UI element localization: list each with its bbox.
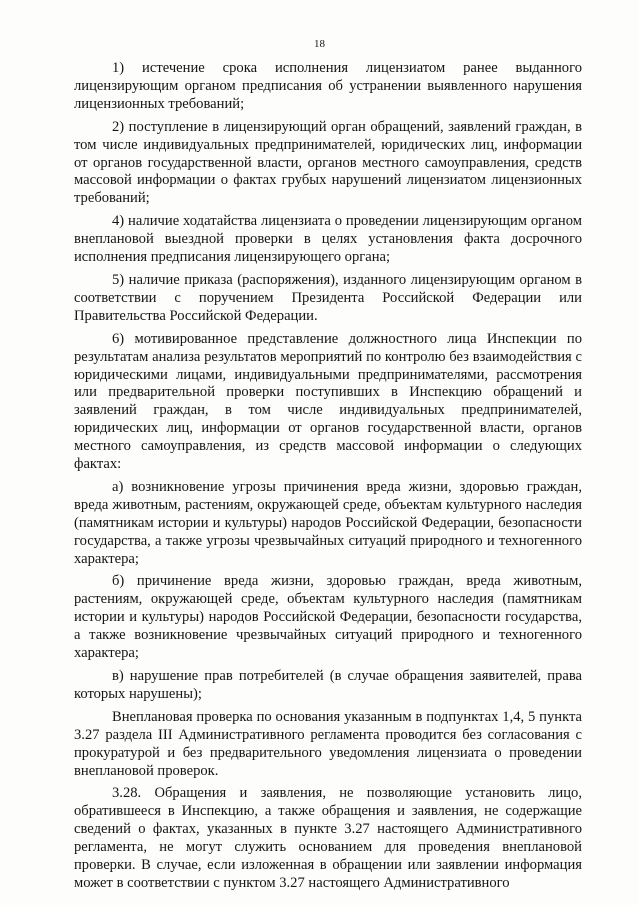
paragraph-subitem-a: а) возникновение угрозы причинения вреда жизни, здоровью граждан, вреда животным, растениям, окружающей среде, объектам культурного наследия (памятникам истории и культуры) народов Российской Федерации, безопасности государства, а также угрозы чрезвычайных ситуаций природного и техногенного характера; xyxy=(74,478,582,567)
paragraph-item-5: 5) наличие приказа (распоряжения), изданного лицензирующим органом в соответствии с поручением Президента Российской Федерации или Правительства Российской Федерации. xyxy=(74,271,582,324)
paragraph-subitem-v: в) нарушение прав потребителей (в случае обращения заявителей, права которых нарушены); xyxy=(74,668,582,702)
page-number: 18 xyxy=(314,38,325,50)
paragraph-item-2: 2) поступление в лицензирующий орган обращений, заявлений граждан, в том числе индивидуальных предпринимателей, юридических лиц, информации от органов государственной власти, органов местного самоуправления, средств массовой информации о фактах грубых нарушений лицензиатом лицензионных требований; xyxy=(74,118,582,207)
paragraph-item-6: 6) мотивированное представление должностного лица Инспекции по результатам анализа результатов мероприятий по контролю без взаимодействия с юридическими лицами, индивидуальными предпринимателями, рассмотрения или предварительной проверки поступивших в Инспекцию обращений и заявлений граждан, в том числе индивидуальных предпринимателей, юридических лиц, информации от органов государственной власти, органов местного самоуправления, из средств массовой информации о следующих фактах: xyxy=(74,330,582,473)
paragraph-3-28: 3.28. Обращения и заявления, не позволяющие установить лицо, обратившееся в Инспекцию, а также обращения и заявления, не содержащие сведений о фактах, указанных в пункте 3.27 настоящего Административного регламента, не могут служить основанием для проведения внеплановой проверки. В случае, если изложенная в обращении или заявлении информация может в соответствии с пунктом 3.27 настоящего Административного xyxy=(74,785,582,891)
paragraph-subitem-b: б) причинение вреда жизни, здоровью граждан, вреда животным, растениям, окружающей среде, объектам культурного наследия (памятникам истории и культуры) народов Российской Федерации, безопасности государства, а также возникновение чрезвычайных ситуаций природного и техногенного характера; xyxy=(74,573,582,662)
paragraph-item-4: 4) наличие ходатайства лицензиата о проведении лицензирующим органом внеплановой выездной проверки в целях установления факта досрочного исполнения предписания лицензирующего органа; xyxy=(74,213,582,266)
paragraph-item-1: 1) истечение срока исполнения лицензиатом ранее выданного лицензирующим органом предписания об устранении выявленного нарушения лицензионных требований; xyxy=(74,60,582,112)
paragraph-unscheduled-inspection: Внеплановая проверка по основания указанным в подпунктах 1,4, 5 пункта 3.27 раздела III Административного регламента проводится без согласования с прокуратурой и без предварительного уведомления лицензиата о проведении внеплановой проверок. xyxy=(74,708,582,779)
document-body xyxy=(74,60,582,898)
